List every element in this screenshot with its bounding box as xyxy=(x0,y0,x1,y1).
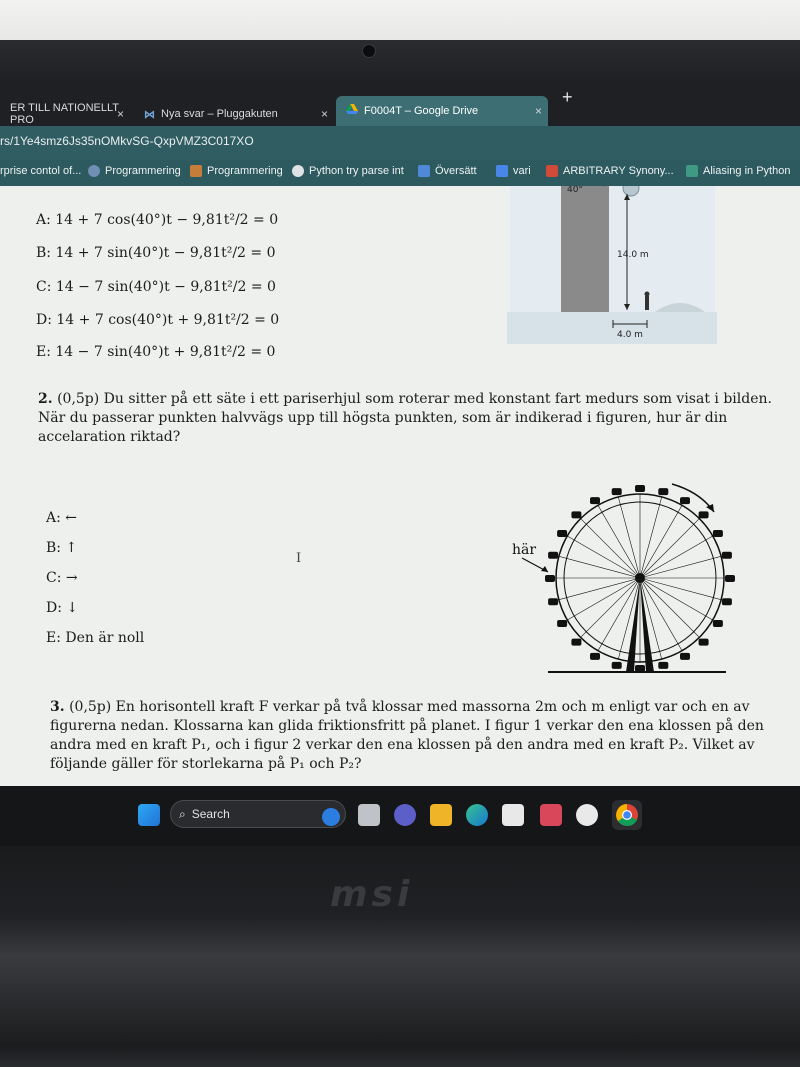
chat-icon[interactable] xyxy=(394,804,416,826)
gondola xyxy=(680,653,690,660)
tab-nationellt[interactable] xyxy=(0,102,130,126)
q1-option-d: D: 14 + 7 cos(40°)t + 9,81t²/2 = 0 xyxy=(36,312,280,328)
gondola xyxy=(722,598,732,605)
translate-icon xyxy=(418,165,430,177)
c-icon xyxy=(686,165,698,177)
q3-text xyxy=(50,698,772,774)
laptop-bezel-top xyxy=(0,0,800,95)
bing-icon[interactable] xyxy=(322,808,340,826)
gondola xyxy=(658,662,668,669)
edge-icon[interactable] xyxy=(466,804,488,826)
q2-option-b: B: ↑ xyxy=(46,540,78,556)
gondola xyxy=(635,665,645,672)
tab-label: Nya svar – Pluggakuten xyxy=(161,108,278,120)
bookmark-item[interactable] xyxy=(418,165,477,177)
bookmark-item[interactable] xyxy=(496,165,531,177)
pdf-page[interactable] xyxy=(0,186,800,786)
new-tab-button[interactable]: + xyxy=(562,87,573,107)
gondola xyxy=(545,575,555,582)
file-explorer-icon[interactable] xyxy=(430,804,452,826)
globe-icon xyxy=(292,165,304,177)
bookmark-item[interactable] xyxy=(686,165,790,177)
gondola xyxy=(548,552,558,559)
close-icon[interactable]: × xyxy=(534,104,542,118)
text-cursor-icon: I xyxy=(296,551,302,566)
gondola xyxy=(713,530,723,537)
bookmark-label: Översätt xyxy=(435,165,477,177)
pluggakuten-icon: ⋈ xyxy=(144,108,155,121)
bookmark-label: rprise contol of... xyxy=(0,165,82,177)
tab-label: F0004T – Google Drive xyxy=(364,105,479,117)
search-placeholder: Search xyxy=(191,807,230,821)
cliff-projectile-figure xyxy=(505,186,720,354)
har-label: här xyxy=(512,542,537,558)
gondola xyxy=(635,485,645,492)
bookmark-label: vari xyxy=(513,165,531,177)
bookmark-item[interactable] xyxy=(190,165,283,177)
url-text[interactable]: rs/1Ye4smz6Js35nOMkvSG-QxpVMZ3C017XO xyxy=(0,134,254,148)
q2-option-a: A: ← xyxy=(46,510,78,526)
angle-label: 40° xyxy=(567,185,583,195)
height-label: 14.0 m xyxy=(617,250,649,260)
msi-logo: msi xyxy=(330,874,414,915)
thesaurus-icon xyxy=(546,165,558,177)
gondola xyxy=(725,575,735,582)
doc-icon xyxy=(496,165,508,177)
bookmark-label: Aliasing in Python xyxy=(703,165,791,177)
search-icon: ⌕ xyxy=(179,806,186,821)
q1-option-c: C: 14 − 7 sin(40°)t − 9,81t²/2 = 0 xyxy=(36,279,276,295)
bookmark-label: Programmering xyxy=(105,165,181,177)
google-drive-icon xyxy=(346,104,358,118)
tree-icon xyxy=(190,165,202,177)
store-icon[interactable] xyxy=(502,804,524,826)
bookmark-item[interactable] xyxy=(546,165,674,177)
distance-label: 4.0 m xyxy=(617,330,643,340)
tab-google-drive[interactable] xyxy=(336,96,548,126)
ferris-wheel-figure xyxy=(500,476,760,676)
gondola xyxy=(699,639,709,646)
gondola xyxy=(722,552,732,559)
camera-app-icon[interactable] xyxy=(540,804,562,826)
bookmark-item[interactable] xyxy=(0,165,81,177)
bookmark-label: Python try parse int xyxy=(309,165,404,177)
taskbar-search-box[interactable] xyxy=(170,800,346,828)
address-bar[interactable] xyxy=(0,126,800,160)
gondola xyxy=(612,662,622,669)
tab-pluggakuten[interactable] xyxy=(134,102,334,126)
q2-body: (0,5p) Du sitter på ett säte i ett pariserhjul som roterar med konstant fart medurs som visat i bilden. När du passerar punkten halvvägs upp till högsta punkten, som är indikerad i figuren, hur är din accelaration riktad? xyxy=(38,391,772,445)
webcam-icon xyxy=(362,44,376,58)
gondola xyxy=(680,497,690,504)
gondola xyxy=(548,598,558,605)
windows-taskbar xyxy=(0,786,800,846)
close-icon[interactable]: × xyxy=(320,107,328,121)
bookmark-label: Programmering xyxy=(207,165,283,177)
q1-option-e: E: 14 − 7 sin(40°)t + 9,81t²/2 = 0 xyxy=(36,344,276,360)
q1-option-a: A: 14 + 7 cos(40°)t − 9,81t²/2 = 0 xyxy=(36,212,279,228)
laptop-bezel-bottom xyxy=(0,846,800,1067)
q2-option-d: D: ↓ xyxy=(46,600,79,616)
gondola xyxy=(612,488,622,495)
tab-label: ER TILL NATIONELLT PRO xyxy=(10,102,119,126)
q2-option-c: C: → xyxy=(46,570,78,586)
gondola xyxy=(571,639,581,646)
q3-body: (0,5p) En horisontell kraft F verkar på två klossar med massorna 2m och m enligt var och en av figurerna nedan. Klossarna kan glida friktionsfritt på planet. I figur 1 verkar den ena klossen på den andra med en kraft P₁, och i figur 2 verkar den ena klossen på den andra med en kraft P₂. Vilket av följande gäller för storlekarna på P₁ och P₂? xyxy=(50,699,764,772)
browser-tab-strip xyxy=(0,82,800,126)
bookmark-label: ARBITRARY Synony... xyxy=(563,165,674,177)
gondola xyxy=(713,620,723,627)
gondola xyxy=(699,511,709,518)
chrome-icon[interactable] xyxy=(612,800,642,830)
q2-option-e: E: Den är noll xyxy=(46,630,145,646)
bookmark-item[interactable] xyxy=(292,165,404,177)
gondola xyxy=(590,653,600,660)
gondola xyxy=(557,620,567,627)
xbox-icon[interactable] xyxy=(576,804,598,826)
gondola xyxy=(658,488,668,495)
bookmarks-bar xyxy=(0,160,800,186)
gondola xyxy=(571,511,581,518)
task-view-icon[interactable] xyxy=(358,804,380,826)
q3-number: 3. xyxy=(50,699,65,715)
gondola xyxy=(590,497,600,504)
close-icon[interactable]: × xyxy=(116,107,124,121)
q2-text xyxy=(38,390,778,447)
bookmark-item[interactable] xyxy=(88,165,181,177)
globe-icon xyxy=(88,165,100,177)
gondola xyxy=(557,530,567,537)
windows-start-icon[interactable] xyxy=(138,804,160,826)
q2-number: 2. xyxy=(38,391,53,407)
q1-option-b: B: 14 + 7 sin(40°)t − 9,81t²/2 = 0 xyxy=(36,245,276,261)
